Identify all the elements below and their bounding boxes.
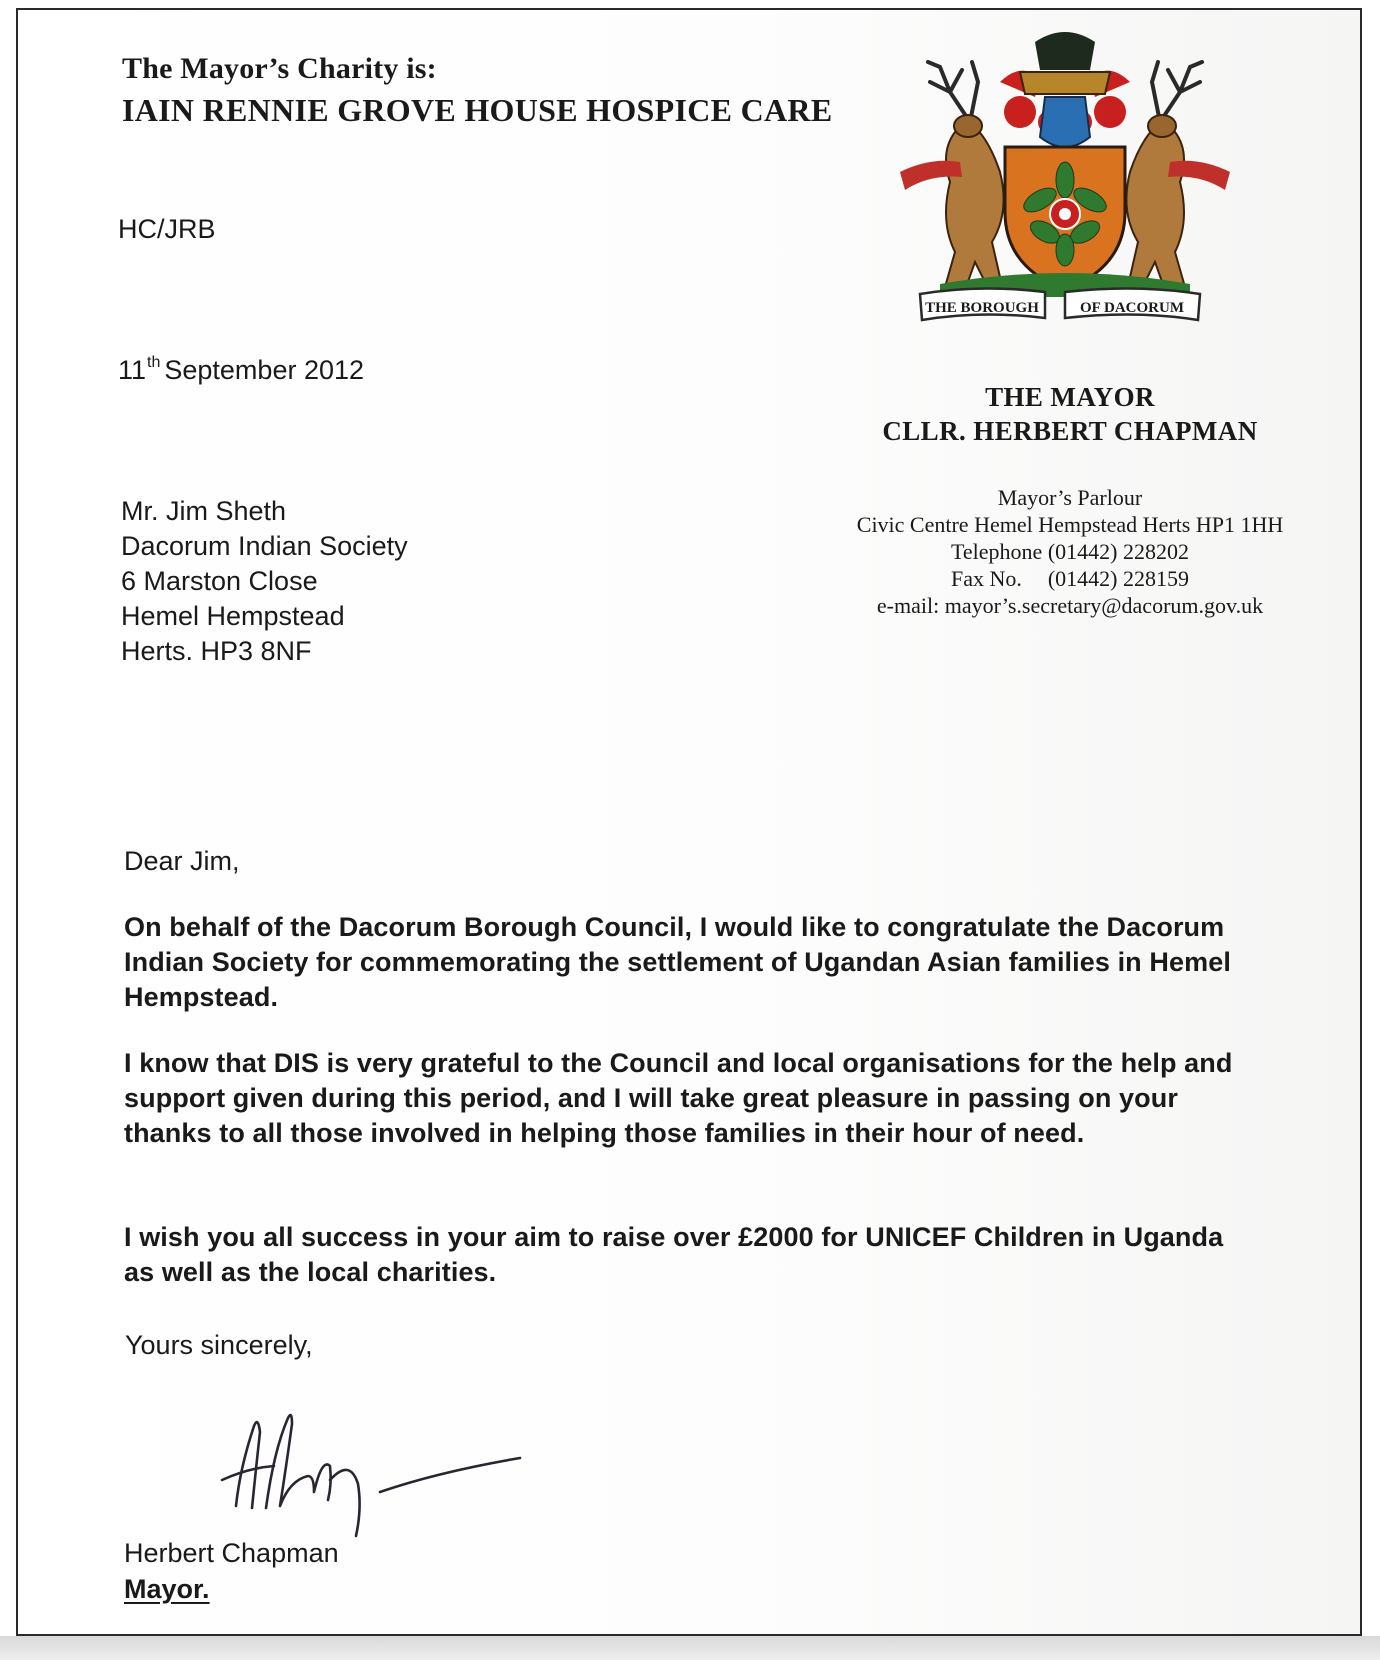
date-month-year: September 2012 xyxy=(164,355,365,385)
closing: Yours sincerely, xyxy=(125,1330,313,1360)
salutation: Dear Jim, xyxy=(124,846,240,876)
contact-fax xyxy=(800,565,1340,592)
body-paragraph-3: I wish you all success in your aim to raise over £2000 for UNICEF Children in Uganda as well as the local charities. xyxy=(124,1222,1224,1287)
date-day: 11 xyxy=(118,355,147,385)
letter-date xyxy=(118,354,364,386)
coat-of-arms-icon xyxy=(900,22,1230,344)
contact-address: Civic Centre Hemel Hempstead Herts HP1 1HH xyxy=(856,512,1284,537)
recipient-street: 6 Marston Close xyxy=(121,566,318,596)
telephone-number: (01442) 228202 xyxy=(1047,539,1189,564)
charity-name: IAIN RENNIE GROVE HOUSE HOSPICE CARE xyxy=(122,92,833,128)
body-paragraph-2: I know that DIS is very grateful to the Council and local organisations for the help and support given during this period, and I will take great pleasure in passing on your thanks to all those involved in helping those families in their hour of need. xyxy=(124,1048,1233,1148)
date-suffix: th xyxy=(147,354,161,371)
signer-title: Mayor. xyxy=(124,1574,210,1604)
recipient-town: Hemel Hempstead xyxy=(121,601,345,631)
mayor-heading xyxy=(820,380,1320,448)
contact-telephone xyxy=(800,538,1340,565)
recipient-postcode: Herts. HP3 8NF xyxy=(121,636,312,666)
motto-left: THE BOROUGH xyxy=(925,300,1039,316)
signer-name: Herbert Chapman xyxy=(124,1538,339,1568)
body-paragraph-1: On behalf of the Dacorum Borough Council, I would like to congratulate the Dacorum Indian Society for commemorating the settlement of Ugandan Asian families in Hemel Hempstead. xyxy=(124,912,1231,1012)
recipient-organisation: Dacorum Indian Society xyxy=(121,531,408,561)
email-address: mayor’s.secretary@dacorum.gov.uk xyxy=(944,593,1264,618)
page-shadow xyxy=(0,1636,1380,1660)
recipient-name: Mr. Jim Sheth xyxy=(121,496,287,526)
contact-office: Mayor’s Parlour xyxy=(997,485,1143,510)
recipient-address xyxy=(121,494,408,669)
letter-reference: HC/JRB xyxy=(118,214,216,244)
charity-label: The Mayor’s Charity is: xyxy=(122,52,437,85)
telephone-label: Telephone xyxy=(951,539,1043,564)
motto-right: OF DACORUM xyxy=(1079,300,1185,316)
fax-label: Fax No. xyxy=(950,566,1022,591)
email-label: e-mail: xyxy=(876,593,940,618)
mayor-title: THE MAYOR xyxy=(985,382,1155,412)
contact-email xyxy=(800,592,1340,619)
signature-icon xyxy=(218,1388,528,1540)
fax-number: (01442) 228159 xyxy=(1047,566,1190,591)
contact-details xyxy=(800,484,1340,619)
mayor-name: CLLR. HERBERT CHAPMAN xyxy=(882,416,1258,446)
